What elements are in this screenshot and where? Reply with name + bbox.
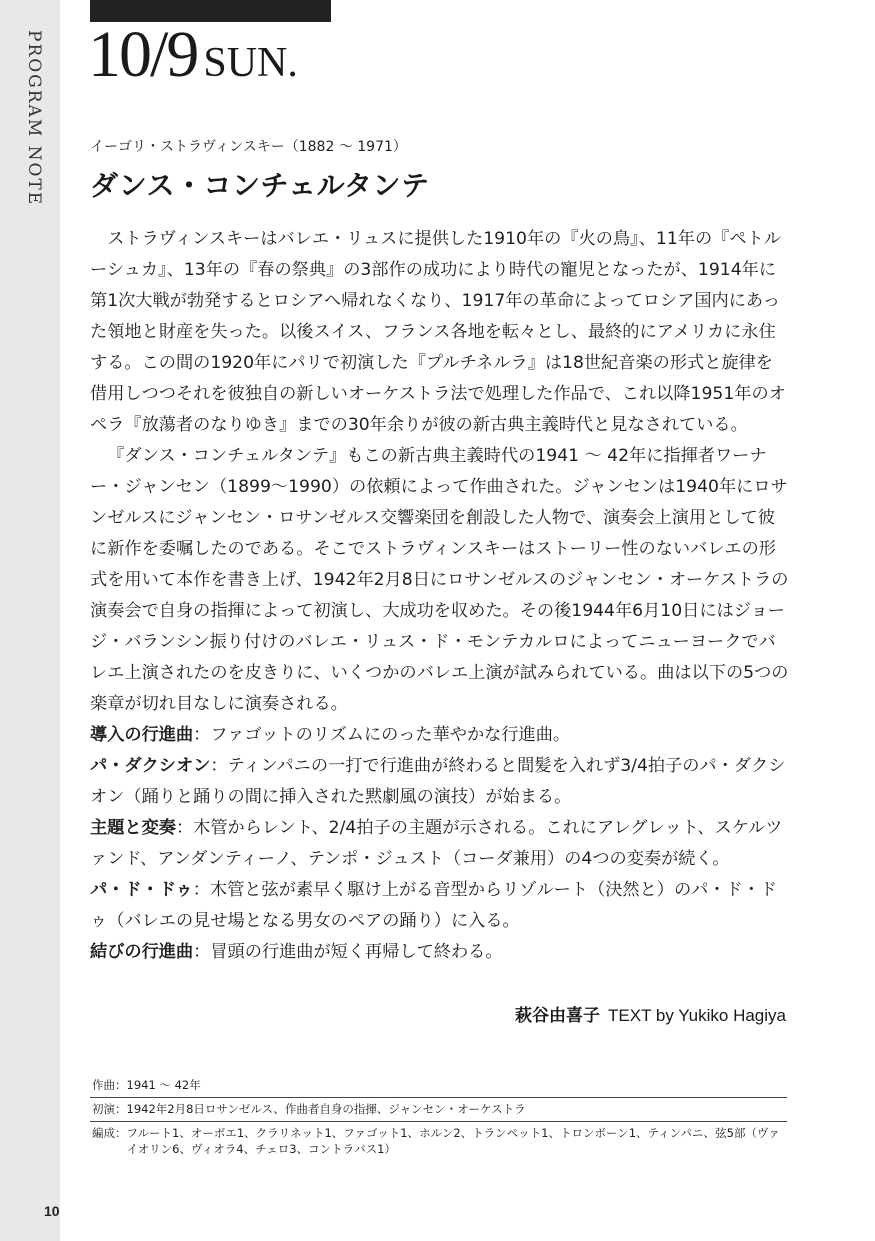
movement-description: ：ファゴットのリズムにのった華やかな行進曲。 (193, 725, 571, 745)
movement-item (90, 813, 790, 875)
movement-name: 結びの行進曲 (90, 942, 194, 962)
composer-name: イーゴリ・ストラヴィンスキー（1882 ～ 1971） (90, 139, 407, 155)
instrumentation-value: フルート1、オーボエ1、クラリネット1、ファゴット1、ホルン2、トランペット1、トロンボーン1、ティンパニ、弦5部（ヴァイオリン6、ヴィオラ4、チェロ3、コントラバス1） (126, 1126, 780, 1156)
paragraph: ストラヴィンスキーはバレエ・リュスに提供した1910年の『火の鳥』、11年の『ペトルーシュカ』、13年の『春の祭典』の3部作の成功により時代の寵児となったが、1914年に第1次大戦が勃発するとロシアへ帰れなくなり、1917年の革命によってロシア国内にあった領地と財産を失った。以後スイス、フランス各地を転々とし、最終的にアメリカに永住する。この間の1920年にパリで初演した『プルチネルラ』は18世紀音楽の形式と旋律を借用しつつそれを彼独自の新しいオーケストラ法で処理した作品で、これ以降1951年のオペラ『放蕩者のなりゆき』までの30年余りが彼の新古典主義時代と見なされている。 (90, 229, 786, 435)
composed-row (90, 1074, 787, 1097)
movement-item (90, 937, 790, 968)
program-note-body (90, 224, 790, 968)
movement-description: ：木管と弦が素早く駆け上がる音型からリゾルート（決然と）のパ・ド・ドゥ（バレエの見せ場となる男女のペアの踊り）に入る。 (90, 880, 778, 931)
movement-name: 導入の行進曲 (90, 725, 194, 745)
composed-value: 1941 ～ 42年 (126, 1078, 201, 1092)
work-info (90, 1074, 787, 1161)
author-name: 萩谷由喜子 (515, 1006, 601, 1026)
date-weekday: SUN. (203, 40, 298, 86)
section-label: PROGRAM NOTE (24, 30, 44, 207)
movement-item (90, 720, 790, 751)
author-credit (515, 1001, 786, 1026)
composed-label: 作曲： (92, 1078, 127, 1092)
movement-description: ：ティンパニの一打で行進曲が終わると間髪を入れず3/4拍子のパ・ダクシオン（踊りと踊りの間に挿入された黙劇風の演技）が始まる。 (90, 756, 786, 807)
piece-title: ダンス・コンチェルタンテ (90, 169, 430, 202)
instrumentation-row (90, 1121, 787, 1161)
premiere-label: 初演： (92, 1102, 127, 1116)
premiere-row (90, 1097, 787, 1121)
movement-item (90, 751, 790, 813)
paragraph: 『ダンス・コンチェルタンテ』もこの新古典主義時代の1941 ～ 42年に指揮者ワーナー・ジャンセン（1899～1990）の依頼によって作曲された。ジャンセンは1940年にロサンゼルスにジャンセン・ロサンゼルス交響楽団を創設した人物で、演奏会上演用として彼に新作を委嘱したのである。そこでストラヴィンスキーはストーリー性のないバレエの形式を用いて本作を書き上げ、1942年2月8日にロサンゼルスのジャンセン・オーケストラの演奏会で自身の指揮によって初演し、大成功を収めた。その後1944年6月10日にはジョージ・バランシン振り付けのバレエ・リュス・ド・モンテカルロによってニューヨークでバレエ上演されたのを皮きりに、いくつかのバレエ上演が試みられている。曲は以下の5つの楽章が切れ目なしに演奏される。 (90, 446, 789, 714)
date-number: 10/9 (88, 18, 198, 91)
movement-name: パ・ダクシオン (90, 756, 211, 776)
movement-name: 主題と変奏 (90, 818, 176, 838)
premiere-value: 1942年2月8日ロサンゼルス、作曲者自身の指揮、ジャンセン・オーケストラ (126, 1102, 526, 1116)
movement-item (90, 875, 790, 937)
sidebar (0, 0, 60, 1241)
page-number: 10 (44, 1203, 60, 1219)
concert-date (88, 18, 298, 91)
movement-description: ：冒頭の行進曲が短く再帰して終わる。 (193, 942, 503, 962)
movement-description: ：木管からレント、2/4拍子の主題が示される。これにアレグレット、スケルツァンド、アンダンティーノ、テンポ・ジュスト（コーダ兼用）の4つの変奏が続く。 (90, 818, 783, 869)
author-text-credit: TEXT by Yukiko Hagiya (608, 1006, 786, 1025)
instrumentation-label: 編成： (92, 1126, 127, 1140)
movement-name: パ・ド・ドゥ (90, 880, 193, 900)
